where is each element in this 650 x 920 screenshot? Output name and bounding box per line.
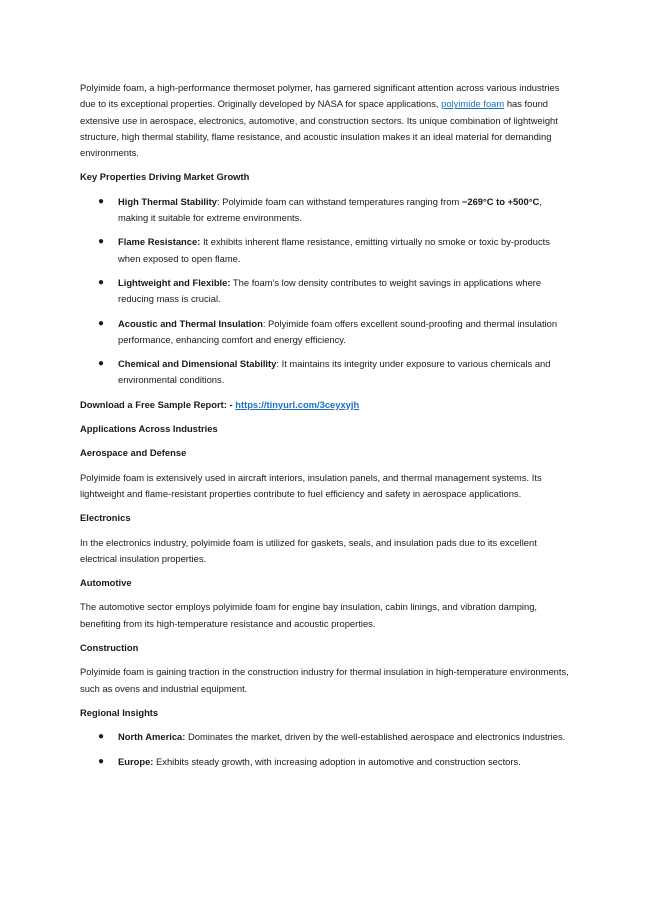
- bullet-icon: ●: [98, 195, 105, 207]
- bullet-icon: ●: [98, 236, 105, 248]
- document-page: [80, 80, 572, 778]
- temperature-range: −269°C to +500°C: [461, 195, 540, 207]
- bullet-icon: ●: [98, 731, 105, 743]
- sample-report-label: Download a Free Sample Report: -: [80, 398, 236, 410]
- bullet-icon: ●: [98, 317, 105, 329]
- property-term: Lightweight and Flexible:: [118, 276, 231, 288]
- aerospace-heading: Aerospace and Defense: [80, 447, 187, 459]
- regional-list: [80, 729, 572, 770]
- sample-report-link[interactable]: https://tinyurl.com/3ceyxyjh: [235, 398, 360, 410]
- property-term: Acoustic and Thermal Insulation: [118, 317, 263, 329]
- intro-paragraph: [80, 80, 572, 161]
- applications-heading: Applications Across Industries: [80, 423, 218, 435]
- region-term: North America:: [118, 731, 186, 743]
- polyimide-foam-link[interactable]: polyimide foam: [441, 98, 505, 110]
- list-item: ● Lightweight and Flexible: The foam's low density contributes to weight savings in applications where reducing mass is crucial.: [98, 276, 542, 305]
- bullet-icon: ●: [98, 276, 105, 288]
- list-item: ● Chemical and Dimensional Stability: It maintains its integrity under exposure to various chemicals and environmental conditions.: [98, 358, 551, 386]
- property-term: High Thermal Stability: [118, 195, 217, 207]
- intro-text-before: Polyimide foam, a high-performance thermoset polymer, has garnered significant attention across various industries due to its exceptional properties. Originally developed by NASA for space applications,: [80, 82, 560, 110]
- list-item: ● Acoustic and Thermal Insulation: Polyimide foam offers excellent sound-proofing and thermal insulation performance, enhancing comfort and energy efficiency.: [98, 317, 558, 345]
- regional-heading: Regional Insights: [80, 706, 159, 718]
- aerospace-paragraph: Polyimide foam is extensively used in aircraft interiors, insulation panels, and thermal management systems. Its lightweight and flame-resistant properties contribute to fuel efficiency and safety in aerospace applications.: [80, 471, 542, 499]
- intro-text-after: has found extensive use in aerospace, electronics, automotive, and construction sectors. Its unique combination of lightweight structure, high thermal stability, flame resistance, and acoustic insulation makes it an ideal material for demanding environments.: [80, 98, 558, 159]
- construction-heading: Construction: [80, 642, 139, 654]
- electronics-heading: Electronics: [80, 512, 131, 524]
- electronics-paragraph: In the electronics industry, polyimide foam is utilized for gaskets, seals, and insulation pads due to its excellent electrical insulation properties.: [80, 536, 537, 564]
- automotive-heading: Automotive: [80, 577, 132, 589]
- key-properties-heading: Key Properties Driving Market Growth: [80, 171, 250, 183]
- property-term: Chemical and Dimensional Stability: [118, 358, 277, 370]
- list-item: ● Europe: Exhibits steady growth, with increasing adoption in automotive and construction sectors.: [80, 754, 572, 770]
- list-item: ● High Thermal Stability: Polyimide foam can withstand temperatures ranging from −269°C to +500°C, making it suitable for extreme environments.: [98, 195, 542, 224]
- property-term: Flame Resistance:: [118, 236, 201, 248]
- region-term: Europe:: [118, 755, 154, 767]
- sample-report-line: [80, 397, 572, 413]
- automotive-paragraph: The automotive sector employs polyimide foam for engine bay insulation, cabin linings, and vibration damping, benefiting from its high-temperature resistance and acoustic properties.: [80, 601, 538, 629]
- list-item: ● North America: Dominates the market, driven by the well-established aerospace and electronics industries.: [80, 729, 572, 745]
- key-properties-list: [80, 194, 572, 389]
- list-item: ● Flame Resistance: It exhibits inherent flame resistance, emitting virtually no smoke or toxic by-products when exposed to open flame.: [98, 236, 550, 264]
- construction-paragraph: Polyimide foam is gaining traction in the construction industry for thermal insulation in high-temperature environments, such as ovens and industrial equipment.: [80, 666, 569, 694]
- bullet-icon: ●: [98, 755, 105, 767]
- bullet-icon: ●: [98, 358, 105, 370]
